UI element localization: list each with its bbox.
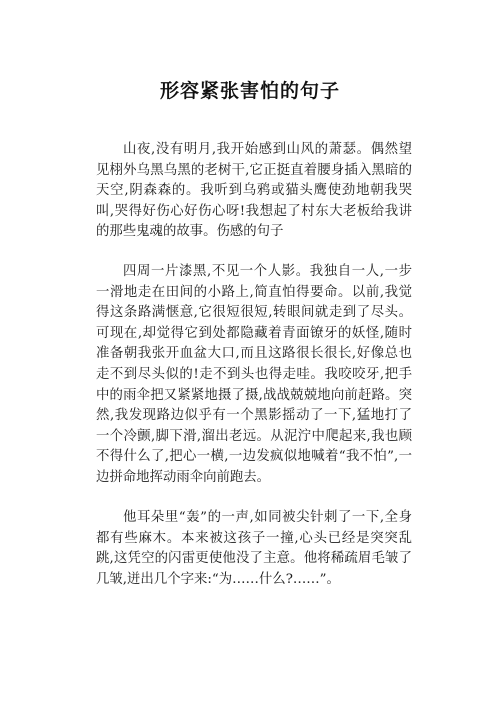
page-title: 形容紧张害怕的句子 <box>159 80 340 102</box>
paragraph-3: 他耳朵里“轰”的一声,如同被尖针刺了一下,全身都有些麻木。本来被这孩子一撞,心头已经是突突乱跳,这凭空的闪雷更使他没了主意。他将稀疏眉毛皱了几皱,迸出几个字来:“为……什么?……”。 <box>96 510 412 587</box>
paragraph-1: 山夜,没有明月,我开始感到山风的萧瑟。偶然望见栩外乌黑乌黑的老树干,它正挺直着腰身插入黑暗的天空,阴森森的。我听到乌鸦或猫头鹰使劲地朝我哭叫,哭得好伤心好伤心呀!我想起了村东大老板给我讲的那些鬼魂的故事。伤感的句子 <box>96 142 412 240</box>
paragraph-2: 四周一片漆黑,不见一个人影。我独自一人,一步一滑地走在田间的小路上,简直怕得要命。以前,我觉得这条路满惬意,它很短很短,转眼间就走到了尽头。可现在,却觉得它到处都隐藏着青面镣牙的妖怪,随时准备朝我张开血盆大口,而且这路很长很长,好像总也走不到尽头似的!走不到头也得走哇。我咬咬牙,把手中的雨伞把又紧紧地摄了摄,战战兢兢地向前赶路。突然,我发现路边似乎有一个黑影摇动了一下,猛地打了一个冷颤,脚下滑,溜出老远。从泥泞中爬起来,我也顾不得什么了,把心一横,一边发疯似地喊着“我不怕”,一边拼命地挥动雨伞向前跑去。 <box>96 264 412 485</box>
